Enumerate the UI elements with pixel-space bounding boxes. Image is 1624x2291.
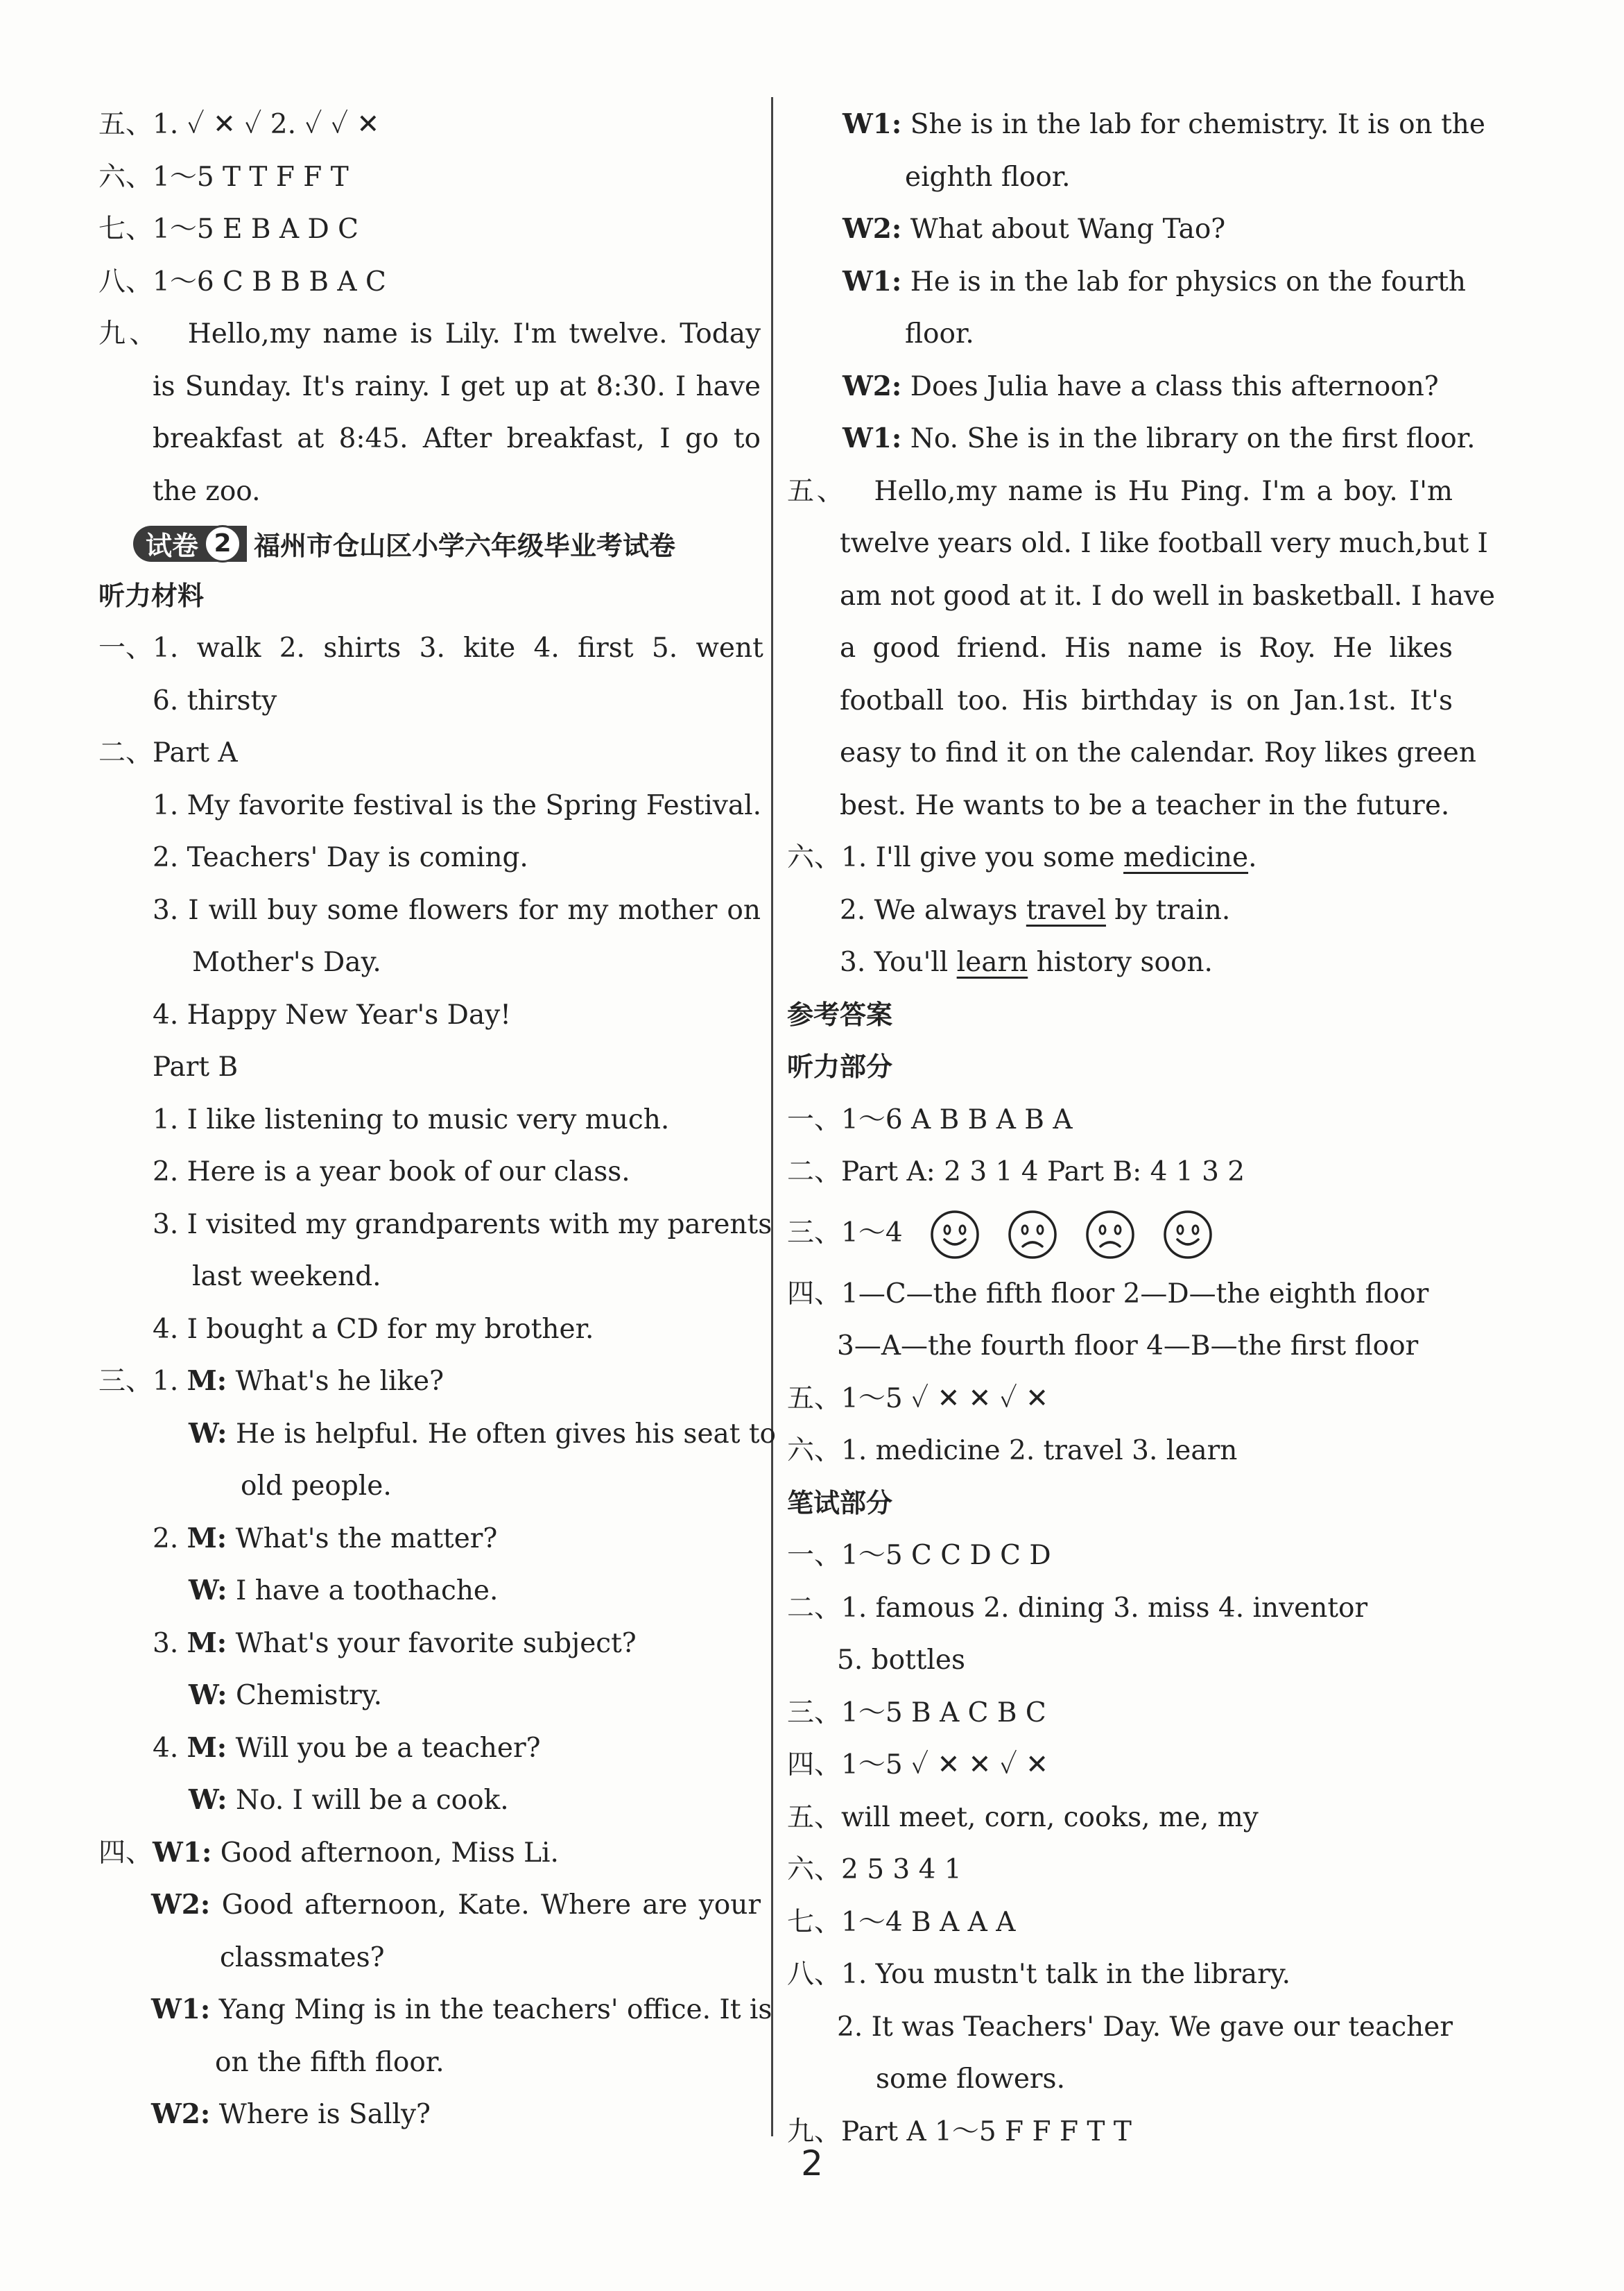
passage-line: the zoo. — [153, 475, 261, 507]
section-line — [98, 622, 761, 675]
sentence-text: history soon. — [1028, 947, 1213, 978]
dialog-line — [98, 1879, 761, 1932]
list-item: 4. I bought a CD for my brother. — [153, 1313, 594, 1345]
speaker-w: W: — [189, 1784, 227, 1816]
dialog-line — [98, 1774, 761, 1827]
dialog-line — [787, 98, 1485, 151]
dialog-text: Where is Sally? — [218, 2099, 431, 2130]
answer-line: 八、1～6 C B B B A C — [98, 266, 386, 298]
list-item: 1. My favorite festival is the Spring Festival. — [153, 789, 762, 821]
list-item: Mother's Day. — [192, 947, 381, 978]
passage-line: football too. His birthday is on Jan.1st. It's — [840, 685, 1453, 717]
exam-title: 福州市仓山区小学六年级毕业考试卷 — [254, 531, 676, 562]
dialog-text: Good afternoon, Kate. Where are your — [221, 1889, 761, 1921]
dialog-text: He is helpful. He often gives his seat to — [235, 1418, 776, 1450]
speaker: W2: — [843, 370, 902, 402]
speaker-m: M: — [187, 1365, 227, 1397]
underlined-word: travel — [1026, 894, 1106, 926]
answer-line: 六、1～5 T T F F T — [98, 161, 349, 193]
item-number: 3. — [153, 1627, 179, 1659]
dialog-line: eighth floor. — [905, 161, 1071, 193]
exam-banner — [98, 517, 761, 570]
list-item: 2. Here is a year book of our class. — [153, 1156, 630, 1187]
answer-line: 一、1～5 C C D C D — [787, 1540, 1051, 1571]
section-label: 五、 — [787, 475, 847, 507]
dialog-text: Does Julia have a class this afternoon? — [910, 370, 1439, 402]
item-number: 2. — [840, 894, 866, 926]
faces-group — [903, 1217, 1213, 1249]
left-column — [98, 98, 776, 2141]
answer-line: 四、1～5 ✓ ✕ ✕ ✓ ✕ — [787, 1749, 1048, 1781]
fill-line — [787, 832, 1453, 884]
sentence-text: You'll — [874, 947, 957, 978]
dialog-line — [98, 1670, 761, 1722]
sentence-text: . — [1248, 842, 1257, 873]
section-label: 六、 — [787, 842, 842, 873]
passage-line: easy to find it on the calendar. Roy likes green — [840, 737, 1476, 769]
list-item: 3. I will buy some flowers for my mother on — [153, 894, 761, 926]
answer-line: 五、will meet, corn, cooks, me, my — [787, 1801, 1259, 1833]
dialog-text: What's the matter? — [235, 1522, 498, 1554]
speaker-w: W: — [189, 1417, 227, 1450]
dialog-line: old people. — [241, 1470, 392, 1502]
section-line: 二、Part A — [98, 737, 238, 769]
passage-text: Hello,my name is Hu Ping. I'm a boy. I'm — [874, 475, 1453, 507]
answer-text: 三、1～4 — [787, 1217, 903, 1249]
speaker: W2: — [151, 2098, 211, 2130]
section-label: 三、 — [98, 1366, 153, 1397]
dialog-line — [98, 1513, 761, 1565]
sentence-text: I'll give you some — [875, 842, 1124, 873]
smiley-face-icon — [1162, 1209, 1213, 1260]
badge-text: 试卷 — [146, 531, 199, 562]
sentence-text: by train. — [1105, 894, 1231, 926]
dialog-text: He is in the lab for physics on the fourth — [910, 266, 1467, 298]
section-label: 四、 — [98, 1837, 153, 1869]
section-label: 九、 — [98, 318, 160, 350]
speaker-m: M: — [187, 1627, 227, 1659]
dialog-line — [98, 1827, 761, 1880]
dialog-text: Will you be a teacher? — [235, 1732, 541, 1764]
dialog-line — [787, 256, 1467, 309]
answer-line: 5. bottles — [837, 1645, 965, 1676]
page-number: 2 — [801, 2143, 823, 2183]
answer-line: 八、1. You mustn't talk in the library. — [787, 1959, 1291, 1990]
answer-line: 一、1～6 A B B A B A — [787, 1104, 1073, 1135]
dialog-line: classmates? — [220, 1941, 385, 1973]
passage-line: a good friend. His name is Roy. He likes — [840, 633, 1453, 664]
list-item: last weekend. — [192, 1261, 381, 1292]
answer-line: 三、1～5 B A C B C — [787, 1697, 1046, 1728]
dialog-line — [98, 1408, 776, 1461]
dialog-line — [98, 1984, 772, 2036]
passage-line: best. He wants to be a teacher in the future. — [840, 789, 1450, 821]
dialog-line: floor. — [905, 318, 974, 350]
listening-part-heading: 听力部分 — [787, 1052, 893, 1082]
sad-face-icon — [1085, 1209, 1136, 1260]
passage-line: is Sunday. It's rainy. I get up at 8:30. I have — [153, 370, 761, 402]
dialog-line — [98, 1565, 761, 1618]
passage-line: twelve years old. I like football very much,but I — [840, 528, 1488, 559]
dialog-line — [787, 203, 1453, 256]
dialog-text: She is in the lab for chemistry. It is on the — [910, 109, 1485, 140]
list-item: 1. I like listening to music very much. — [153, 1104, 670, 1135]
listening-heading: 听力材料 — [98, 580, 205, 611]
answer-line: 六、1. medicine 2. travel 3. learn — [787, 1435, 1238, 1466]
speaker: W1: — [843, 265, 902, 298]
dialog-line: on the fifth floor. — [215, 2046, 444, 2078]
dialog-text: I have a toothache. — [235, 1575, 499, 1606]
answer-line: 六、2 5 3 4 1 — [787, 1854, 962, 1885]
dialog-text: What's your favorite subject? — [235, 1627, 637, 1659]
section-text: 一、1. walk 2. shirts 3. kite 4. first 5. went — [98, 633, 763, 664]
dialog-text: Yang Ming is in the teachers' office. It is — [218, 1994, 772, 2025]
speaker-w: W: — [189, 1574, 227, 1606]
speaker: W1: — [843, 108, 902, 140]
dialog-text: Chemistry. — [235, 1680, 383, 1711]
speaker-w: W: — [189, 1679, 227, 1711]
speaker-m: M: — [187, 1731, 227, 1764]
dialog-line — [98, 1722, 761, 1775]
dialog-text: What about Wang Tao? — [910, 214, 1226, 245]
smiley-face-icon — [929, 1209, 981, 1260]
written-part-heading: 笔试部分 — [787, 1487, 893, 1518]
dialog-line — [98, 1618, 761, 1670]
item-number: 1. — [841, 842, 867, 873]
answer-line: 3—A—the fourth floor 4—B—the first floor — [837, 1330, 1419, 1362]
list-item: 3. I visited my grandparents with my parents — [153, 1208, 772, 1240]
speaker: W1: — [153, 1836, 212, 1869]
dialog-line — [787, 413, 1476, 465]
underlined-word: medicine — [1123, 842, 1249, 873]
answer-line: 七、1～4 B A A A — [787, 1906, 1016, 1938]
item-number: 4. — [153, 1732, 179, 1764]
dialog-text: Good afternoon, Miss Li. — [220, 1837, 559, 1869]
column-divider — [771, 97, 773, 2136]
list-item: 4. Happy New Year's Day! — [153, 999, 511, 1031]
dialog-text: No. She is in the library on the first floor. — [910, 423, 1476, 454]
sentence-text: We always — [874, 894, 1026, 926]
answer-line: 二、Part A: 2 3 1 4 Part B: 4 1 3 2 — [787, 1156, 1245, 1187]
answer-line: 五、1～5 ✓ ✕ ✕ ✓ ✕ — [787, 1382, 1048, 1414]
answer-line: 四、1—C—the fifth floor 2—D—the eighth floor — [787, 1278, 1429, 1310]
dialog-text: No. I will be a cook. — [235, 1785, 509, 1816]
badge-number: 2 — [204, 525, 241, 563]
answer-line: 二、1. famous 2. dining 3. miss 4. inventor — [787, 1592, 1368, 1624]
answer-line — [787, 1199, 1453, 1268]
part-label: Part B — [153, 1052, 239, 1083]
answer-line: 五、1. ✓ ✕ ✓ 2. ✓ ✓ ✕ — [98, 109, 380, 140]
speaker: W1: — [151, 1993, 211, 2025]
dialog-text: What's he like? — [235, 1366, 444, 1397]
speaker: W1: — [843, 422, 902, 454]
answer-line: 2. It was Teachers' Day. We gave our teacher — [837, 2011, 1453, 2043]
section-line: 6. thirsty — [153, 685, 277, 717]
answers-heading: 参考答案 — [787, 999, 893, 1030]
passage-line: breakfast at 8:45. After breakfast, I go to — [153, 423, 761, 454]
item-number: 2. — [153, 1522, 179, 1554]
item-number: 1. — [153, 1366, 179, 1397]
list-item: 2. Teachers' Day is coming. — [153, 842, 528, 873]
passage-line: am not good at it. I do well in basketball. I have — [840, 580, 1496, 612]
exam-badge — [133, 526, 247, 562]
item-number: 3. — [840, 947, 866, 978]
dialog-line — [787, 361, 1453, 413]
answer-line: 九、Part A 1～5 F F F T T — [787, 2116, 1132, 2147]
fill-line — [787, 884, 1453, 937]
right-column — [787, 98, 1496, 2158]
underlined-word: learn — [956, 947, 1028, 978]
passage-text: Hello,my name is Lily. I'm twelve. Today — [187, 318, 761, 350]
dialog-line — [98, 1355, 761, 1408]
speaker: W2: — [843, 213, 902, 245]
answer-line: 七、1～5 E B A D C — [98, 214, 359, 245]
passage-line — [787, 465, 1453, 518]
speaker: W2: — [151, 1889, 211, 1921]
fill-line — [787, 936, 1453, 989]
answer-line: some flowers. — [876, 2063, 1065, 2095]
passage-line — [98, 308, 761, 361]
speaker-m: M: — [187, 1522, 227, 1554]
dialog-line — [98, 2088, 761, 2141]
sad-face-icon — [1007, 1209, 1058, 1260]
